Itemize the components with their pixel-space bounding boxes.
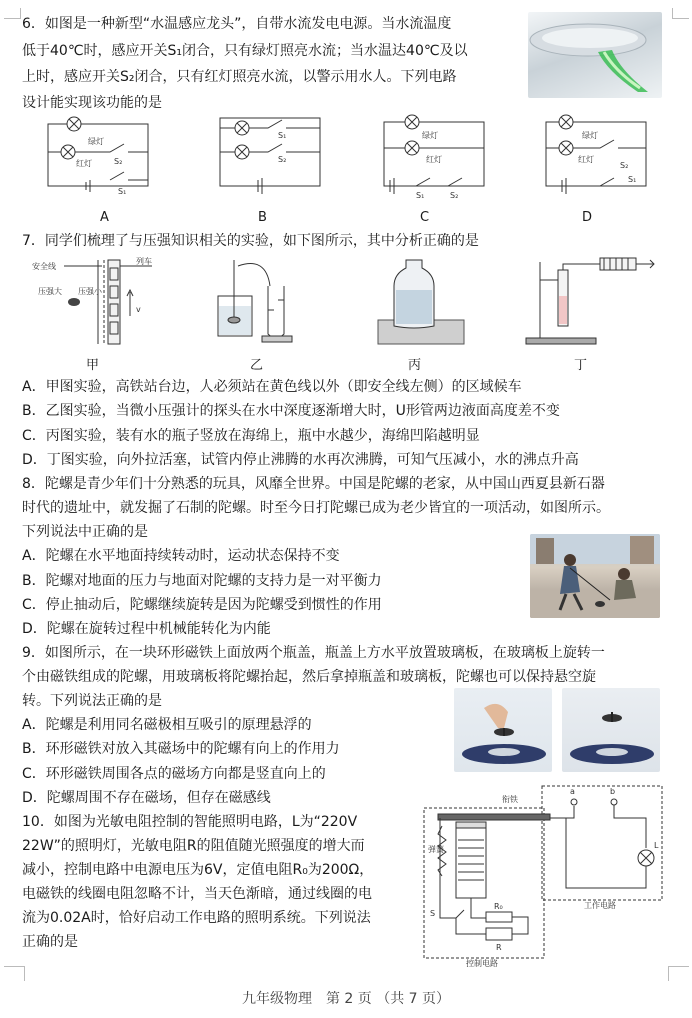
- q10-line: 减小，控制电路中电源电压为6V，定值电阻R₀为200Ω，: [22, 862, 374, 878]
- svg-text:R: R: [496, 943, 502, 952]
- svg-text:L: L: [654, 841, 659, 850]
- q8-option-b: B．陀螺对地面的压力与地面对陀螺的支持力是一对平衡力: [22, 573, 382, 589]
- q7-option-c: C．丙图实验，装有水的瓶子竖放在海绵上，瓶中水越少，海绵凹陷越明显: [22, 428, 480, 444]
- svg-text:S₂: S₂: [450, 191, 459, 200]
- option-label-d: D: [582, 210, 593, 225]
- faucet-photo: [528, 12, 662, 98]
- q8-line: 8．陀螺是青少年们十分熟悉的玩具，风靡全世界。中国是陀螺的老家，从中国山西夏县新石器: [22, 476, 605, 492]
- q9-option-a: A．陀螺是利用同名磁极相互吸引的原理悬浮的: [22, 717, 312, 733]
- svg-text:S: S: [430, 909, 436, 918]
- q9-line: 9．如图所示，在一块环形磁铁上面放两个瓶盖，瓶盖上方水平放置玻璃板，在玻璃板上旋转一: [22, 645, 605, 661]
- circuit-diagram-c: [376, 108, 496, 204]
- levitation-photo-1: [454, 688, 552, 772]
- figure-label-yi: 乙: [250, 358, 264, 373]
- q8-line: 下列说法中正确的是: [22, 524, 148, 540]
- svg-text:红灯: 红灯: [426, 155, 442, 164]
- corner-mark-top-right: [672, 8, 689, 19]
- q10-line: 10．如图为光敏电阻控制的智能照明电路，L为“220V: [22, 814, 358, 830]
- svg-text:压强大: 压强大: [38, 287, 62, 296]
- q10-line: 流为0.02A时，恰好启动工作电路的照明系统。下列说法: [22, 910, 371, 926]
- svg-text:工作电路: 工作电路: [584, 901, 616, 910]
- svg-text:衔铁: 衔铁: [502, 795, 518, 804]
- label-green-lamp: 绿灯: [88, 137, 104, 146]
- q6-line: 上时，感应开关S₂闭合，只有红灯照亮水流，以警示用水人。下列电路: [22, 69, 457, 85]
- svg-text:压强小: 压强小: [78, 287, 102, 296]
- q9-option-c: C．环形磁铁周围各点的磁场方向都是竖直向上的: [22, 766, 326, 782]
- q8-option-d: D．陀螺在旋转过程中机械能转化为内能: [22, 621, 271, 637]
- svg-text:S₂: S₂: [278, 155, 287, 164]
- q9-line: 个由磁铁组成的陀螺，用玻璃板将陀螺抬起，然后拿掉瓶盖和玻璃板，陀螺也可以保持悬空旋: [22, 669, 596, 685]
- svg-text:S₁: S₁: [278, 131, 287, 140]
- corner-mark-bottom-right: [668, 966, 689, 981]
- svg-text:红灯: 红灯: [578, 155, 594, 164]
- q7-option-a: A．甲图实验，高铁站台边，人必须站在黄色线以外（即安全线左侧）的区域候车: [22, 379, 522, 395]
- svg-text:安全线: 安全线: [32, 262, 56, 271]
- option-label-b: B: [258, 210, 267, 225]
- svg-text:绿灯: 绿灯: [582, 131, 598, 140]
- q7-stem: 7．同学们梳理了与压强知识相关的实验，如下图所示，其中分析正确的是: [22, 233, 479, 249]
- svg-text:R₀: R₀: [494, 902, 503, 911]
- label-red-lamp: 红灯: [76, 159, 92, 168]
- q6-line: 设计能实现该功能的是: [22, 95, 162, 111]
- q6-line: 低于40℃时，感应开关S₁闭合，只有绿灯照亮水流；当水温达40℃及以: [22, 43, 468, 59]
- q6-line: 6．如图是一种新型“水温感应龙头”，自带水流发电电源。当水流温度: [22, 16, 452, 32]
- svg-text:a: a: [570, 787, 575, 796]
- q10-line: 电磁铁的线圈电阻忽略不计，当天色渐暗，通过线圈的电: [22, 886, 372, 902]
- q9-option-b: B．环形磁铁对放入其磁场中的陀螺有向上的作用力: [22, 741, 340, 757]
- svg-text:S₁: S₁: [416, 191, 425, 200]
- q8-option-a: A．陀螺在水平地面持续转动时，运动状态保持不变: [22, 548, 340, 564]
- levitation-photo-2: [562, 688, 660, 772]
- page-footer: 九年级物理 第 2 页 （共 7 页）: [241, 991, 451, 1007]
- circuit-diagram-a: [40, 108, 160, 204]
- figure-label-bing: 丙: [408, 358, 422, 373]
- q7-option-b: B．乙图实验，当微小压强计的探头在水中深度逐渐增大时，U形管两边液面高度差不变: [22, 403, 560, 419]
- svg-text:绿灯: 绿灯: [422, 131, 438, 140]
- figure-jia: [32, 256, 172, 350]
- spinning-top-photo: [530, 534, 660, 618]
- q10-line: 正确的是: [22, 934, 78, 950]
- figure-label-jia: 甲: [86, 358, 100, 373]
- svg-text:弹簧: 弹簧: [428, 845, 444, 854]
- figure-label-ding: 丁: [574, 358, 588, 373]
- svg-text:控制电路: 控制电路: [466, 959, 498, 968]
- option-label-c: C: [420, 210, 430, 225]
- circuit-diagram-d: [538, 108, 658, 204]
- q9-line: 转。下列说法正确的是: [22, 693, 162, 709]
- svg-text:v: v: [136, 305, 141, 314]
- svg-text:S₂: S₂: [114, 157, 123, 166]
- option-label-a: A: [100, 210, 109, 225]
- svg-text:S₁: S₁: [628, 175, 637, 184]
- q7-option-d: D．丁图实验，向外拉活塞，试管内停止沸腾的水再次沸腾，可知气压减小，水的沸点升高: [22, 452, 579, 468]
- relay-circuit-diagram: [416, 778, 668, 972]
- svg-text:S₂: S₂: [620, 161, 629, 170]
- figure-bing: [370, 256, 470, 350]
- svg-text:列车: 列车: [136, 257, 152, 266]
- svg-text:b: b: [610, 787, 616, 796]
- q10-line: 22W”的照明灯，光敏电阻R的阻值随光照强度的增大而: [22, 838, 365, 854]
- figure-yi: [210, 256, 300, 350]
- corner-mark-bottom-left: [4, 966, 25, 981]
- corner-mark-top-left: [4, 8, 21, 19]
- q9-option-d: D．陀螺周围不存在磁场，但存在磁感线: [22, 790, 271, 806]
- figure-ding: [520, 256, 660, 350]
- q8-option-c: C．停止抽动后，陀螺继续旋转是因为陀螺受到惯性的作用: [22, 597, 382, 613]
- q8-line: 时代的遗址中，就发掘了石制的陀螺。时至今日打陀螺已成为老少皆宜的一项活动，如图所示。: [22, 500, 610, 516]
- circuit-diagram-b: [212, 108, 332, 204]
- svg-text:S₁: S₁: [118, 187, 127, 196]
